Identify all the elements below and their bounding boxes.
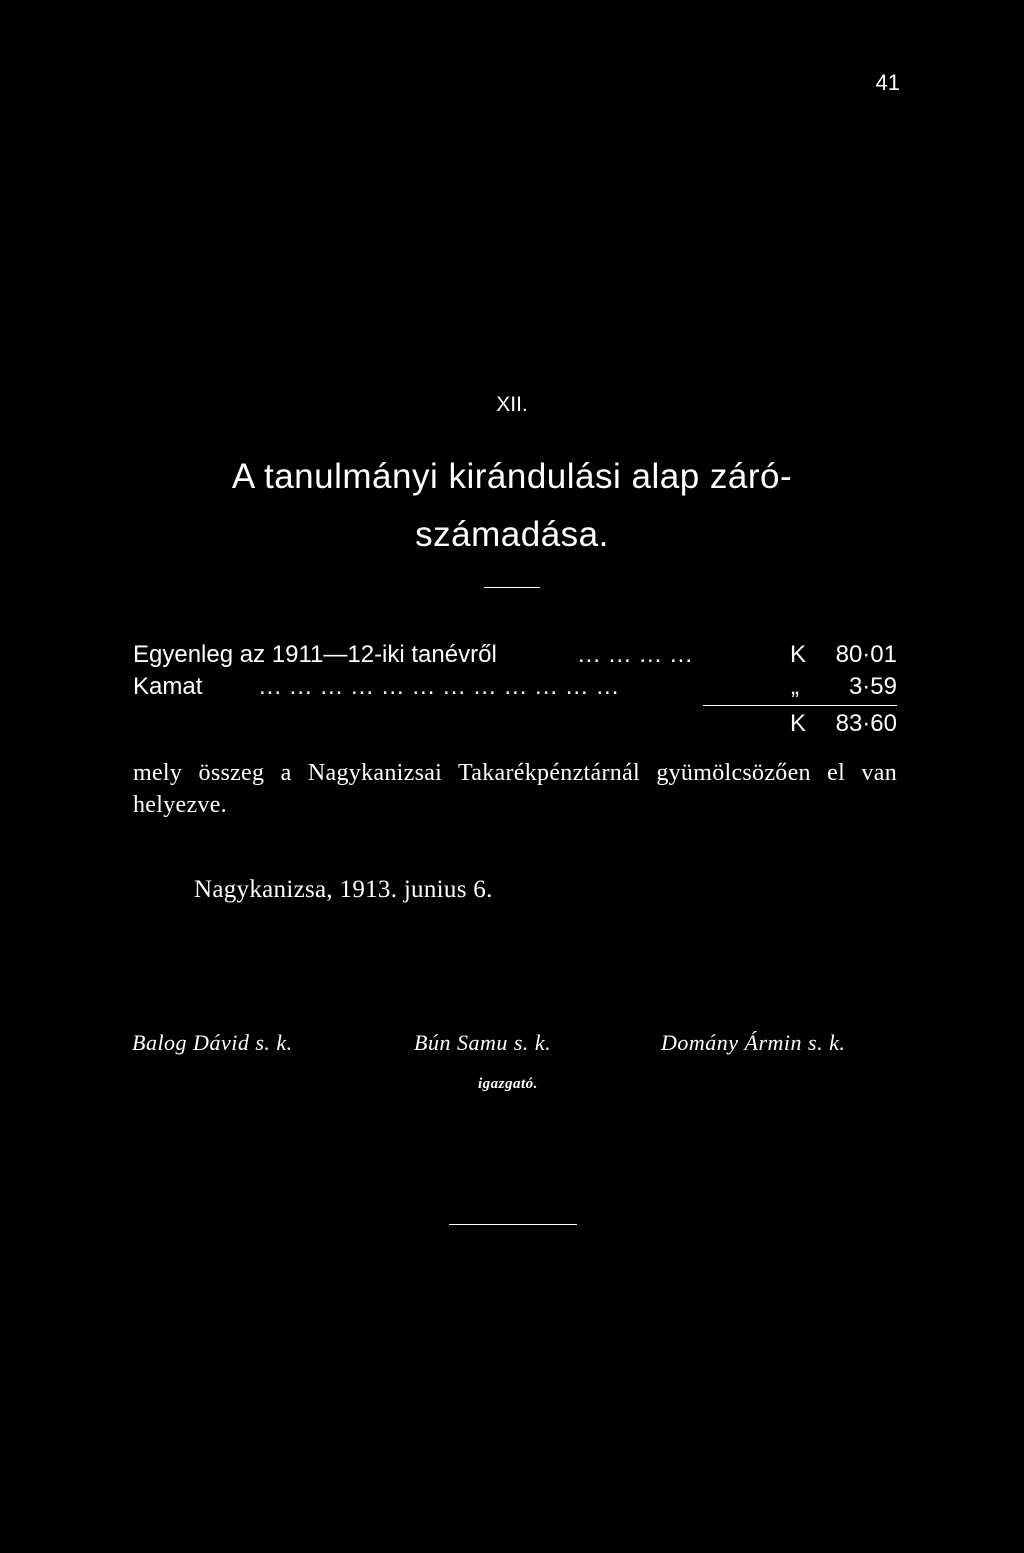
ledger-currency: K — [790, 641, 807, 668]
leader-dots: ... ... ... ... — [578, 641, 694, 668]
ledger-row-total — [133, 707, 897, 741]
ledger-amount: 80·01 — [835, 641, 897, 668]
ledger-amount: 3·59 — [848, 673, 897, 700]
page-number: 41 — [875, 70, 900, 95]
title-line-1: A tanulmányi kirándulási alap záró- — [231, 457, 793, 496]
leader-dots: ... ... ... ... ... ... ... ... ... ... ... ... — [259, 673, 620, 700]
ledger-row-balance — [133, 638, 897, 672]
body-paragraph: mely összeg a Nagykanizsai Takarékpénztárnál gyümölcsözően el van helyezve. — [133, 760, 897, 818]
ledger-currency: K — [790, 710, 807, 737]
signature-role: igazgató. — [478, 1076, 538, 1092]
signature-2: Bún Samu s. k. — [414, 1030, 552, 1055]
signature-3: Domány Ármin s. k. — [661, 1030, 846, 1055]
ledger-label: Kamat — [133, 673, 203, 700]
ledger-label: Egyenleg az 1911—12-iki tanévről — [133, 641, 497, 668]
end-divider — [449, 1224, 577, 1225]
signature-1: Balog Dávid s. k. — [132, 1030, 293, 1055]
title-line-2: számadása. — [415, 515, 609, 554]
ledger-total-amount: 83·60 — [835, 710, 897, 737]
section-number: XII. — [496, 393, 528, 416]
ledger-row-interest — [133, 670, 897, 704]
title-divider — [484, 587, 540, 588]
document-title — [120, 448, 904, 564]
place-date: Nagykanizsa, 1913. junius 6. — [194, 876, 493, 903]
ledger-ditto-mark: „ — [791, 673, 799, 700]
sum-divider — [703, 705, 897, 706]
